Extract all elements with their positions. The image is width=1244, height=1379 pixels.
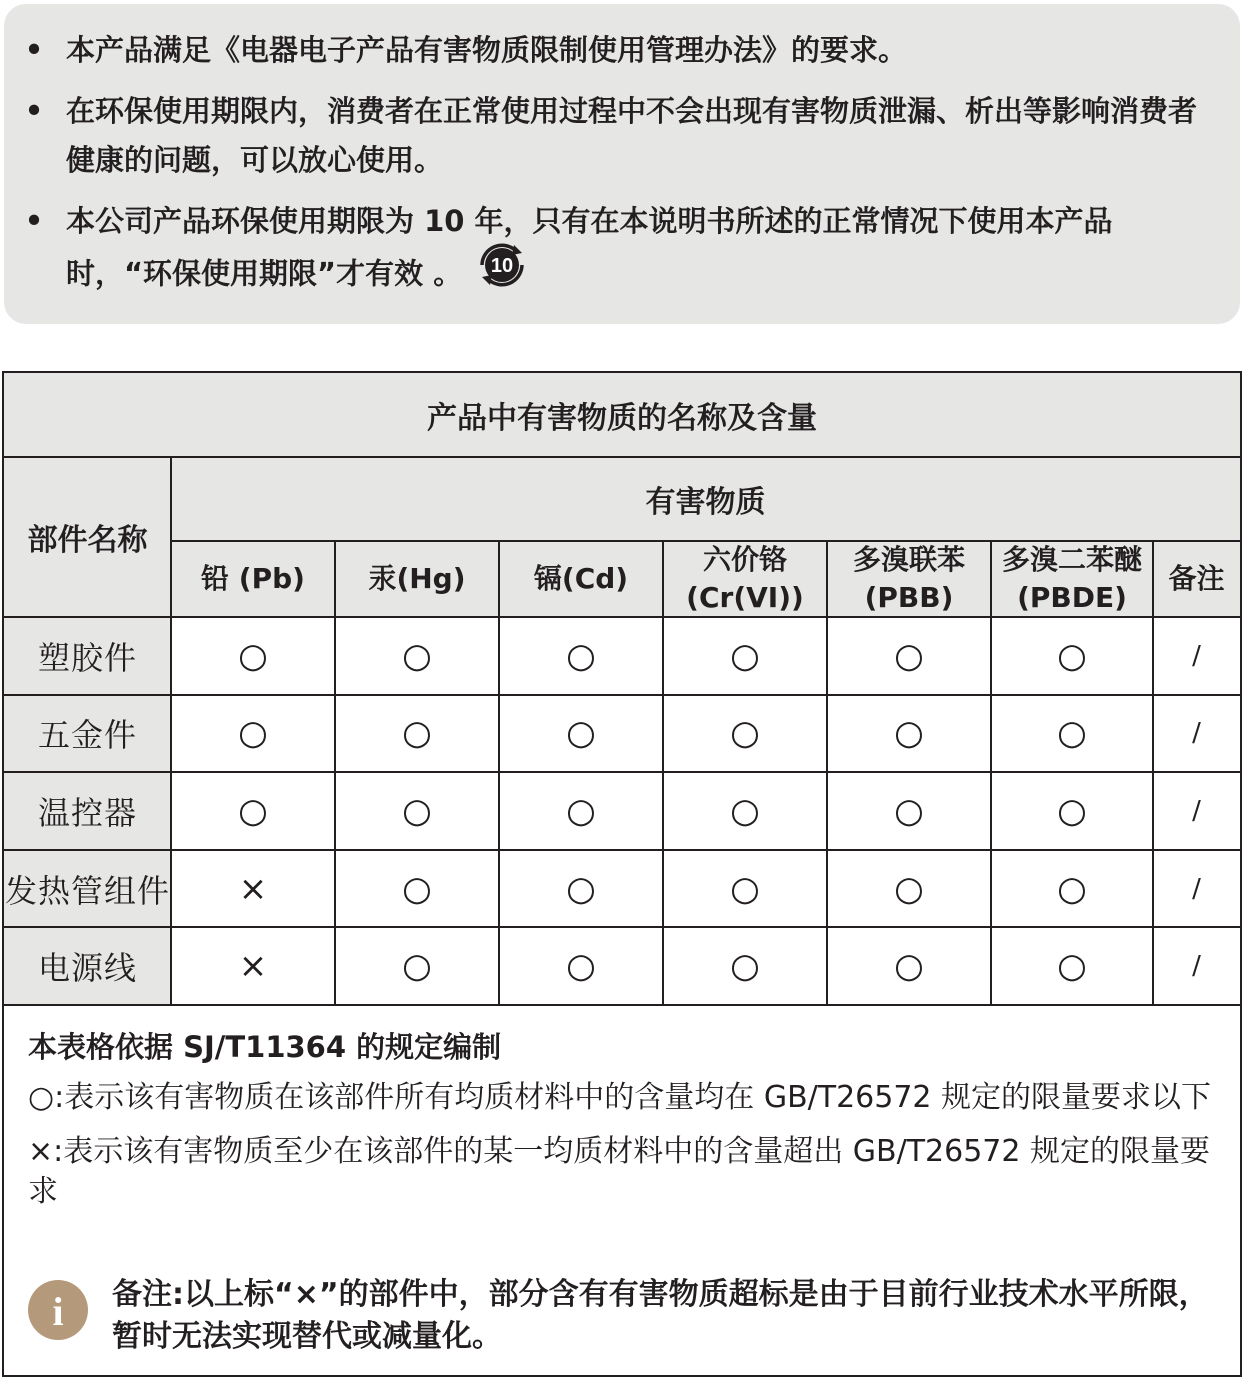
info-icon-letter: i xyxy=(52,1289,64,1334)
substance-value-cell: ○ xyxy=(566,635,596,676)
grid-line xyxy=(826,541,828,1005)
substance-value-cell: ○ xyxy=(402,868,432,909)
substance-value-cell: ○ xyxy=(238,713,268,754)
part-name-cell: 发热管组件 xyxy=(4,871,170,910)
grid-line xyxy=(4,926,1240,928)
substance-value-cell: / xyxy=(1192,640,1201,671)
substance-value-cell: / xyxy=(1192,795,1201,826)
column-header-line1: 多溴二苯醚 xyxy=(1001,543,1142,576)
grid-line xyxy=(498,541,500,1005)
substances-header: 有害物质 xyxy=(645,485,766,520)
substance-value-cell: ○ xyxy=(566,946,596,987)
rohs-icon-number: 10 xyxy=(491,255,514,277)
substance-value-cell: / xyxy=(1192,951,1201,982)
column-header-line1: 备注 xyxy=(1168,562,1225,595)
substance-value-cell: ○ xyxy=(894,713,924,754)
bullet: • xyxy=(24,94,44,128)
hazardous-substances-table xyxy=(2,371,1242,1377)
notice-text: 本产品满足《电器电子产品有害物质限制使用管理办法》的要求。 xyxy=(66,33,908,67)
table-title: 产品中有害物质的名称及含量 xyxy=(427,401,817,436)
info-icon xyxy=(28,1280,88,1340)
part-name-cell: 五金件 xyxy=(37,716,137,755)
column-header-line1: 铅 (Pb) xyxy=(201,562,305,595)
grid-line xyxy=(334,541,336,1005)
notice-box xyxy=(4,4,1240,324)
grid-line xyxy=(170,457,172,1005)
part-name-cell: 温控器 xyxy=(37,793,137,832)
environmental-period-icon xyxy=(476,243,528,302)
column-header-line2: (PBB) xyxy=(864,581,954,614)
remark-text: 备注:以上标“×”的部件中，部分含有有害物质超标是由于目前行业技术水平所限，暂时无法实现替代或减量化。 xyxy=(112,1277,1209,1354)
substance-value-cell: ○ xyxy=(730,635,760,676)
column-header xyxy=(663,541,827,617)
substance-value-cell: ○ xyxy=(566,868,596,909)
substance-value-cell: ○ xyxy=(730,868,760,909)
column-header xyxy=(171,541,335,617)
grid-line xyxy=(4,616,1240,618)
substance-value-cell: ○ xyxy=(402,790,432,831)
column-header xyxy=(827,541,991,617)
notice-text: 在环保使用期限内，消费者在正常使用过程中不会出现有害物质泄漏、析出等影响消费者健康的问题，可以放心使用。 xyxy=(66,94,1198,177)
part-name-cell: 电源线 xyxy=(37,949,137,988)
circle-mark-note: ○:表示该有害物质在该部件所有均质材料中的含量均在 GB/T26572 规定的限量要求以下 xyxy=(28,1080,1212,1115)
substance-value-cell: ○ xyxy=(1057,868,1087,909)
grid-line xyxy=(4,694,1240,696)
column-header-line2: (Cr(VI)) xyxy=(686,581,804,614)
grid-line xyxy=(4,771,1240,773)
column-header xyxy=(335,541,499,617)
grid-line xyxy=(662,541,664,1005)
notes-title: 本表格依据 SJ/T11364 的规定编制 xyxy=(28,1030,502,1064)
substance-value-cell: ○ xyxy=(238,790,268,831)
cross-mark-note: ×:表示该有害物质至少在该部件的某一均质材料中的含量超出 GB/T26572 规定的限量要求 xyxy=(28,1134,1211,1209)
column-header-line1: 六价铬 xyxy=(702,543,787,576)
substance-value-cell: ○ xyxy=(730,713,760,754)
substance-value-cell: ○ xyxy=(402,713,432,754)
column-header-line1: 镉(Cd) xyxy=(533,562,629,595)
part-name-cell: 塑胶件 xyxy=(37,638,137,677)
substance-value-cell: ○ xyxy=(566,713,596,754)
grid-line xyxy=(990,541,992,1005)
substance-value-cell: ○ xyxy=(1057,946,1087,987)
substance-value-cell: / xyxy=(1192,873,1201,904)
substance-value-cell: ○ xyxy=(894,946,924,987)
substance-value-cell: ○ xyxy=(894,790,924,831)
notice-item xyxy=(22,197,1210,305)
column-header xyxy=(1153,541,1240,617)
table-notes xyxy=(28,1022,1218,1212)
grid-line xyxy=(4,849,1240,851)
substance-value-cell: ○ xyxy=(238,635,268,676)
bullet: • xyxy=(24,33,44,67)
substance-value-cell: / xyxy=(1192,718,1201,749)
substance-value-cell: ○ xyxy=(730,946,760,987)
substance-value-cell: × xyxy=(238,946,268,987)
remark xyxy=(28,1274,1218,1354)
grid-line xyxy=(4,456,1240,458)
substance-value-cell: ○ xyxy=(402,635,432,676)
substance-value-cell: ○ xyxy=(730,790,760,831)
substance-value-cell: ○ xyxy=(894,868,924,909)
part-name-header: 部件名称 xyxy=(27,523,148,558)
column-header-line1: 汞(Hg) xyxy=(368,562,466,595)
notice-item xyxy=(22,87,1210,185)
grid-line xyxy=(4,1004,1240,1006)
bullet: • xyxy=(24,204,44,238)
substance-value-cell: ○ xyxy=(566,790,596,831)
substance-value-cell: ○ xyxy=(1057,790,1087,831)
column-header-line2: (PBDE) xyxy=(1017,581,1127,614)
substance-value-cell: ○ xyxy=(894,635,924,676)
substance-value-cell: × xyxy=(238,868,268,909)
column-header xyxy=(991,541,1153,617)
substance-value-cell: ○ xyxy=(1057,635,1087,676)
substance-value-cell: ○ xyxy=(1057,713,1087,754)
grid-line xyxy=(1152,541,1154,1005)
grid-line xyxy=(171,540,1240,542)
notice-item xyxy=(22,26,1210,75)
column-header-line1: 多溴联苯 xyxy=(852,543,965,576)
notice-text: 本公司产品环保使用期限为 10 年，只有在本说明书所述的正常情况下使用本产品时，“环保使用期限”才有效 。 xyxy=(66,204,1113,291)
substance-value-cell: ○ xyxy=(402,946,432,987)
column-header xyxy=(499,541,663,617)
